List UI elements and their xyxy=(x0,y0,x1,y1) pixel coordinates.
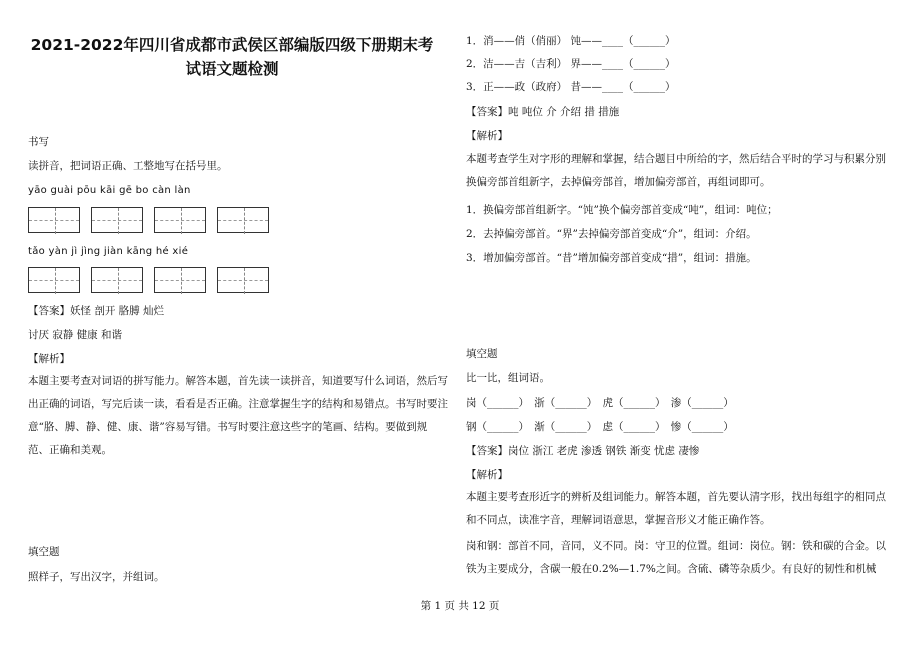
section-label-fill: 填空题 xyxy=(28,546,60,558)
analysis-char-change-point-3: 3．增加偏旁部首。“昔”增加偏旁部首变成“措”，组词：措施。 xyxy=(466,252,757,264)
analysis-label: 【解析】 xyxy=(466,130,508,142)
document-title-line1: 2021-2022年四川省成都市武侯区部编版四级下册期末考 xyxy=(30,36,434,54)
writing-instruction: 读拼音，把词语正确、工整地写在括号里。 xyxy=(28,160,228,172)
compare-row-2: 钢（______） 渐（______） 虑（______） 惨（______） xyxy=(466,421,734,433)
document-title-line2: 试语文题检测 xyxy=(185,60,279,78)
analysis-char-change-point-2: 2．去掉偏旁部首。“界”去掉偏旁部首变成“介”，组词：介绍。 xyxy=(466,228,757,240)
answer-writing-line2: 讨厌 寂静 健康 和谐 xyxy=(28,329,123,341)
writing-box[interactable] xyxy=(91,267,143,293)
writing-box[interactable] xyxy=(154,207,206,233)
compare-instruction: 比一比，组词语。 xyxy=(466,372,550,384)
answer-compare: 【答案】岗位 浙江 老虎 渗透 钢铁 渐变 忧虑 凄惨 xyxy=(466,445,700,457)
writing-box[interactable] xyxy=(217,267,269,293)
analysis-char-change-point-1: 1．换偏旁部首组新字。“饨”换个偏旁部首变成“吨”，组词：吨位； xyxy=(466,204,778,216)
analysis-char-change: 本题考查学生对字形的理解和掌握，结合题目中所给的字，然后结合平时的学习与积累分别换偏旁部首组新字，去掉偏旁部首，增加偏旁部首，再组词即可。 xyxy=(466,153,886,188)
analysis-writing: 本题主要考查对词语的拼写能力。解答本题，首先读一读拼音，知道要写什么词语，然后写出正确的词语，写完后读一读，看看是否正确。注意掌握生字的结构和易错点。书写时要注意“胳、膊、静、健、康、谐”容易写错。书写时要注意这些字的笔画、结构。要做到规范、正确和美观。 xyxy=(28,375,448,456)
page-footer: 第 1 页 共 12 页 xyxy=(420,600,500,612)
question-2: 2．洁——吉（吉利） 界——____（______） xyxy=(466,58,676,70)
analysis-label: 【解析】 xyxy=(28,353,70,365)
writing-box[interactable] xyxy=(91,207,143,233)
section-label-writing: 书写 xyxy=(28,136,49,148)
answer-writing-line1: 【答案】妖怪 剖开 胳膊 灿烂 xyxy=(28,305,165,317)
section-label-fill-2: 填空题 xyxy=(466,348,498,360)
question-1: 1．消——俏（俏丽） 饨——____（______） xyxy=(466,35,676,47)
pinyin-row-2: tǎo yàn jì jìng jiàn kāng hé xié xyxy=(28,246,189,257)
compare-row-1: 岗（______） 浙（______） 虎（______） 渗（______） xyxy=(466,397,734,409)
writing-box[interactable] xyxy=(28,207,80,233)
fill-instruction: 照样子，写出汉字，并组词。 xyxy=(28,571,165,583)
answer-char-change: 【答案】吨 吨位 介 介绍 措 措施 xyxy=(466,106,620,118)
writing-box[interactable] xyxy=(217,207,269,233)
analysis-compare-point-1: 岗和钢：部首不同，音同，义不同。岗：守卫的位置。组词：岗位。钢：铁和碳的合金。以铁为主要成分，含碳一般在0.2%—1.7%之间。含硫、磷等杂质少。有良好的韧性和机械 xyxy=(466,540,886,575)
analysis-label: 【解析】 xyxy=(466,469,508,481)
writing-box[interactable] xyxy=(28,267,80,293)
analysis-compare: 本题主要考查形近字的辨析及组词能力。解答本题，首先要认清字形，找出每组字的相同点和不同点，读准字音，理解词语意思，掌握音形义才能正确作答。 xyxy=(466,491,886,526)
writing-box[interactable] xyxy=(154,267,206,293)
question-3: 3．正——政（政府） 昔——____（______） xyxy=(466,81,676,93)
pinyin-row-1: yāo guài pōu kāi gē bo càn làn xyxy=(28,185,191,196)
